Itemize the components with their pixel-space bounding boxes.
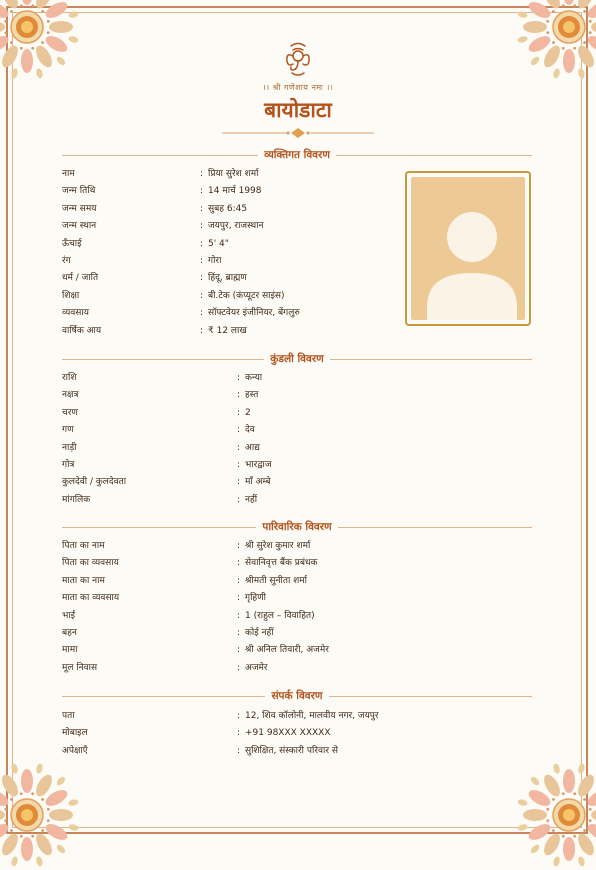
personal-row [62,270,392,287]
field-label: भाई [62,610,76,621]
field-value: भारद्वाज [245,459,272,470]
personal-row [62,288,392,305]
field-separator: : [200,308,204,319]
contact-row [62,708,532,725]
field-separator: : [237,494,241,505]
field-value: 1 (राहुल – विवाहित) [245,610,315,621]
field-label: धर्म / जाति [62,273,99,284]
field-label: पिता का व्यवसाय [62,558,119,569]
field-separator: : [200,273,204,284]
field-value: प्रिया सुरेश शर्मा [208,169,259,179]
field-label: मामा [62,645,78,656]
profile-photo-frame [405,171,531,326]
field-label: माता का व्यवसाय [62,593,120,604]
field-separator: : [200,325,204,336]
field-label: जन्म तिथि [62,186,96,197]
family-row [62,625,532,642]
field-label: गोत्र [62,459,75,470]
field-value: 2 [245,407,251,418]
personal-row [62,236,392,253]
field-value: 14 मार्च 1998 [208,186,262,197]
personal-row [62,323,392,340]
field-separator: : [237,593,241,604]
kundali-row [62,440,532,457]
section-heading-contact [62,689,532,703]
field-separator: : [237,711,241,721]
kundali-row [62,422,532,439]
field-value: जयपुर, राजस्थान [208,221,264,232]
person-silhouette-icon [411,177,525,320]
title-divider [222,127,374,139]
field-label: चरण [62,407,78,418]
field-label: पिता का नाम [62,541,105,551]
field-value: बी.टेक (कंप्यूटर साइंस) [208,290,285,301]
field-separator: : [237,442,241,453]
family-row [62,538,532,555]
document-title: बायोडाटा [264,97,332,122]
field-value: कोई नहीं [245,627,274,638]
family-row [62,590,532,607]
field-separator: : [200,290,204,301]
field-separator: : [200,238,204,249]
field-separator: : [237,373,241,383]
field-label: व्यवसाय [62,308,89,319]
field-separator: : [237,745,241,756]
ganesh-icon [281,42,315,78]
field-value: गृहिणी [245,593,267,604]
field-value: 5' 4" [208,238,229,249]
field-value: श्री अनिल तिवारी, अजमेर [245,645,329,656]
field-separator: : [237,425,241,436]
field-value: देव [245,425,255,436]
family-row [62,660,532,677]
personal-details [62,166,392,340]
invocation-text: ।। श्री गणेशाय नमः ।। [262,83,334,92]
field-value: श्री सुरेश कुमार शर्मा [245,541,311,551]
field-separator: : [237,645,241,656]
kundali-row [62,387,532,404]
family-row [62,573,532,590]
field-value: सुशिक्षित, संस्कारी परिवार से [245,745,338,756]
kundali-row [62,457,532,474]
field-separator: : [237,459,241,470]
field-label: नाम [62,169,75,179]
section-title-personal: व्यक्तिगत विवरण [258,149,336,161]
field-value: गोरा [208,255,222,266]
kundali-row [62,492,532,509]
field-label: माता का नाम [62,575,105,586]
family-row [62,608,532,625]
field-separator: : [200,221,204,232]
field-label: नक्षत्र [62,390,79,401]
section-heading-personal [62,148,532,162]
field-label: पता [62,711,75,721]
field-separator: : [237,728,241,739]
field-value: सॉफ्टवेयर इंजीनियर, बेंगलुरु [208,308,300,319]
family-row [62,642,532,659]
field-separator: : [237,541,241,551]
field-label: कुलदेवी / कुलदेवता [62,477,127,488]
field-value: माँ अम्बे [245,477,271,488]
personal-row [62,305,392,322]
field-separator: : [237,390,241,401]
personal-row [62,201,392,218]
field-separator: : [200,255,204,266]
field-value: ₹ 12 लाख [208,325,247,336]
field-label: राशि [62,373,77,383]
field-label: अपेक्षाएँ [62,745,88,756]
field-label: जन्म समय [62,203,97,214]
field-label: नाड़ी [62,442,77,453]
mandala-corner-icon [0,0,82,82]
field-value: अजमेर [245,662,268,673]
field-value: नहीं [245,494,258,505]
personal-row [62,218,392,235]
field-separator: : [237,407,241,418]
field-label: जन्म स्थान [62,221,97,232]
section-heading-kundali [62,352,532,366]
personal-row [62,183,392,200]
field-value: सेवानिवृत्त बैंक प्रबंधक [245,558,318,569]
field-value: श्रीमती सुनीता शर्मा [245,575,307,586]
field-value: आद्य [245,442,260,453]
field-value: हस्त [245,390,259,401]
kundali-details [62,370,532,509]
field-label: मोबाइल [62,728,88,739]
field-value: 12, शिव कॉलोनी, मालवीय नगर, जयपुर [245,711,379,721]
field-separator: : [200,169,204,179]
field-label: गण [62,425,74,436]
field-separator: : [237,627,241,638]
field-value: सुबह 6:45 [208,203,248,214]
field-value: +91 98XXX XXXXX [245,728,331,739]
family-details [62,538,532,677]
kundali-row [62,474,532,491]
field-label: मांगलिक [62,494,91,505]
field-label: शिक्षा [62,290,80,301]
contact-details [62,708,532,760]
contact-row [62,743,532,760]
mandala-corner-icon [514,760,596,870]
contact-row [62,725,532,742]
mandala-corner-icon [0,760,82,870]
field-separator: : [200,186,204,197]
mandala-corner-icon [514,0,596,82]
field-separator: : [200,203,204,214]
personal-row [62,166,392,183]
field-label: रंग [62,255,71,266]
field-label: मूल निवास [62,662,98,673]
section-heading-family [62,520,532,534]
section-title-contact: संपर्क विवरण [265,690,328,702]
field-separator: : [237,575,241,586]
field-separator: : [237,662,241,673]
personal-row [62,253,392,270]
kundali-row [62,370,532,387]
field-separator: : [237,477,241,488]
field-value: कन्या [245,373,263,383]
section-title-kundali: कुंडली विवरण [264,353,329,365]
family-row [62,555,532,572]
kundali-row [62,405,532,422]
field-label: वार्षिक आय [62,325,102,336]
field-separator: : [237,610,241,621]
field-label: ऊँचाई [62,238,82,249]
field-separator: : [237,558,241,569]
field-value: हिंदू, ब्राह्मण [208,273,247,284]
field-label: बहन [62,627,77,638]
section-title-family: पारिवारिक विवरण [256,521,337,533]
